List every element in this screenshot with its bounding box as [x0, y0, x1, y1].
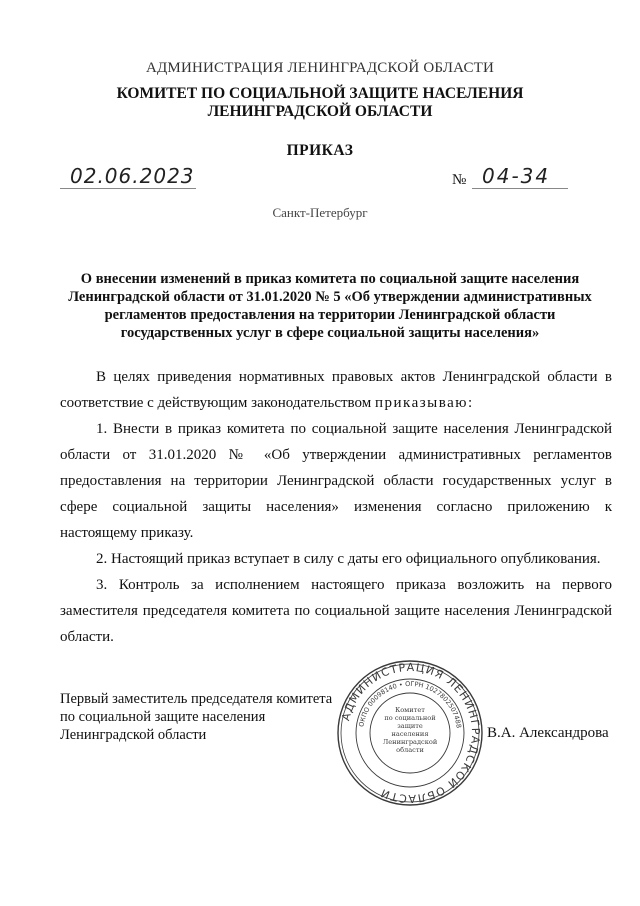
intro-paragraph [60, 364, 612, 416]
date-underline [60, 188, 196, 189]
signatory-name: В.А. Александрова [487, 725, 609, 741]
seal-center-line-6: области [396, 746, 424, 754]
role-line-2: по социальной защите населения [60, 709, 266, 725]
seal-outer-path: АДМИНИСТРАЦИЯ ЛЕНИНГРАДСКОЙ ОБЛАСТИ [339, 660, 483, 806]
item-2: 2. Настоящий приказ вступает в силу с даты его официального опубликования. [96, 551, 601, 567]
seal-center-line-3: защите [397, 722, 423, 730]
number-sign: № [452, 172, 467, 188]
document-number: 04-34 [482, 164, 551, 188]
seal-inner-path: ОКПО 00098140 • ОГРН 1027802507488 [357, 679, 463, 729]
committee-line-1: КОМИТЕТ ПО СОЦИАЛЬНОЙ ЗАЩИТЕ НАСЕЛЕНИЯ [116, 85, 524, 102]
seal-center-line-2: по социальной [384, 714, 436, 722]
role-line-1: Первый заместитель председателя комитета [60, 691, 333, 707]
seal-center-line-1: Комитет [395, 706, 425, 714]
committee-line-2: ЛЕНИНГРАДСКОЙ ОБЛАСТИ [207, 103, 433, 120]
intro-text: В целях приведения нормативных правовых актов Ленинградской области в соответствие с действующим законодательством [60, 369, 612, 411]
document-title: О внесении изменений в приказ комитета по социальной защите населения Ленинградской области от 31.01.2020 № 5 «Об утверждении административных регламентов предоставления на территории Ленинградской области государственных услуг в сфере социальной защиты населения» [68, 271, 592, 341]
seal-center-line-5: Ленинградской [382, 738, 438, 746]
document-body [60, 364, 612, 650]
document-date: 02.06.2023 [70, 164, 195, 188]
city-label: Санкт-Петербург [272, 205, 368, 220]
seal-center-line-4: населения [391, 730, 429, 738]
committee-header [0, 85, 640, 121]
item-1: 1. Внести в приказ комитета по социальной защите населения Ленинградской области от 31.01.2020 № «Об утверждении административных регламентов предоставления на территории Ленинградской области государственных услуг в сфере социальной защиты населения» изменения согласно приложению к настоящему приказу. [60, 421, 612, 541]
number-underline [472, 188, 568, 189]
organization-header: АДМИНИСТРАЦИЯ ЛЕНИНГРАДСКОЙ ОБЛАСТИ [145, 60, 495, 76]
role-line-3: Ленинградской области [60, 727, 207, 743]
signatory-role [60, 690, 360, 744]
official-seal [335, 658, 485, 808]
intro-action: приказываю: [374, 395, 474, 411]
item-3: 3. Контроль за исполнением настоящего приказа возложить на первого заместителя председателя комитета по социальной защите населения Ленинградской области. [60, 577, 612, 645]
document-type: ПРИКАЗ [286, 142, 354, 159]
